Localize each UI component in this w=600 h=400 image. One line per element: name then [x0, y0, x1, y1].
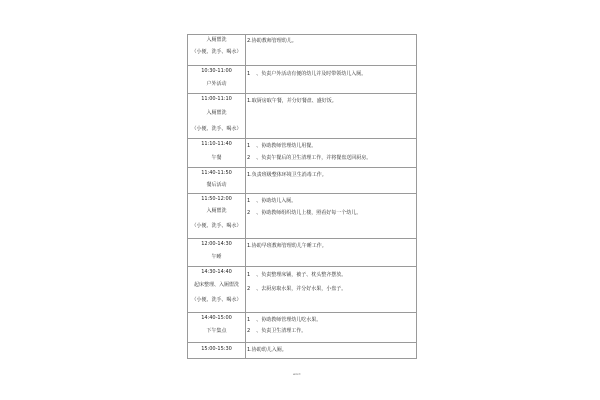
duty-number: 2 — [247, 210, 251, 216]
duty-text: 协助幼儿入厕。 — [251, 347, 287, 353]
table-row — [188, 313, 417, 343]
activity-name: 午睡 — [211, 254, 222, 260]
duty-cell — [246, 313, 417, 343]
duty-cell — [246, 35, 417, 66]
duty-text: 协助教师管理幼儿。 — [251, 38, 297, 44]
duty-text: 、负责卫生清理工作。 — [256, 328, 307, 334]
duty-item — [246, 210, 416, 216]
duty-text: 、负责户外活动有便的幼儿并及时带领幼儿入厕。 — [256, 71, 367, 77]
duty-number: 1 — [247, 143, 251, 149]
duty-cell — [246, 194, 417, 239]
table-row — [188, 267, 417, 313]
duty-number: 1. — [247, 243, 252, 249]
time-cell — [188, 35, 246, 66]
time-cell — [188, 168, 246, 194]
duty-text: 取厨房取午餐，并分好餐盘、盛好饭。 — [251, 98, 337, 104]
time-cell — [188, 94, 246, 139]
time-text: 14:40-15:00 — [201, 315, 232, 321]
activity-name: 入厕盥洗 — [206, 110, 227, 116]
duty-item — [246, 317, 416, 323]
duty-cell — [246, 267, 417, 313]
duty-item — [246, 347, 416, 353]
time-cell — [188, 267, 246, 313]
activity-name: 起床整理、入厕盥洗 — [193, 282, 239, 288]
table-row — [188, 139, 417, 168]
time-text: 15:00-15:30 — [201, 346, 232, 352]
table-row — [188, 94, 417, 139]
time-text: 12:00-14:30 — [201, 241, 232, 247]
time-text: 11:00-11:10 — [201, 96, 232, 102]
duty-item — [246, 198, 416, 204]
time-cell — [188, 313, 246, 343]
time-cell — [188, 194, 246, 239]
activity-note: （小便、洗手、喝水） — [191, 49, 242, 55]
duty-text: 、负责午餐后的卫生清理工作，并将餐盘送回厨房。 — [256, 155, 372, 161]
duty-text: 、协助教师组织幼儿上楼，照看好每一个幼儿。 — [256, 210, 362, 216]
activity-name: 午餐 — [211, 155, 222, 161]
duty-number: 1 — [247, 198, 251, 204]
activity-name: 入厕盥洗 — [206, 37, 227, 43]
table-row — [188, 194, 417, 239]
activity-name: 户外活动 — [206, 81, 227, 87]
activity-note: （小便、洗手、喝水） — [191, 223, 242, 229]
duty-number: 2. — [247, 38, 252, 44]
schedule-table — [187, 34, 417, 359]
time-cell — [188, 66, 246, 94]
time-cell — [188, 239, 246, 267]
duty-number: 2 — [247, 328, 251, 334]
time-text: 11:10-11:40 — [201, 141, 232, 147]
time-text: 14:30-14:40 — [201, 269, 232, 275]
duty-text: 、协助教师管理幼儿用餐。 — [256, 143, 317, 149]
duty-number: 1. — [247, 98, 252, 104]
table-row — [188, 168, 417, 194]
duty-cell — [246, 343, 417, 359]
duty-number: 1. — [247, 172, 252, 178]
duty-cell — [246, 239, 417, 267]
duty-number: 1. — [247, 347, 252, 353]
duty-item — [246, 143, 416, 149]
table-row — [188, 239, 417, 267]
duty-item — [246, 38, 416, 44]
activity-name: 餐后活动 — [206, 182, 227, 188]
activity-note: （小便、洗手、喝水） — [191, 297, 242, 303]
duty-item — [246, 243, 416, 249]
duty-item — [246, 328, 416, 334]
duty-number: 1 — [247, 272, 251, 278]
table-row — [188, 35, 417, 66]
duty-item — [246, 272, 416, 278]
activity-name: 入厕盥洗 — [206, 208, 227, 214]
duty-item — [246, 98, 416, 104]
duty-item — [246, 71, 416, 77]
duty-number: 2 — [247, 155, 251, 161]
duty-text: 、协助幼儿入厕。 — [256, 198, 297, 204]
duty-item — [246, 286, 416, 292]
duty-item — [246, 172, 416, 178]
time-text: 11:50-12:00 — [201, 196, 232, 202]
duty-text: 、负责整理床铺，被子、枕头整齐摆放。 — [256, 272, 347, 278]
table-row — [188, 343, 417, 359]
duty-number: 1 — [247, 317, 251, 323]
time-text: 10:30-11:00 — [201, 68, 232, 74]
time-text: 11:40-11:50 — [201, 170, 232, 176]
duty-cell — [246, 168, 417, 194]
duty-text: 负责班级整体环境卫生消毒工作。 — [251, 172, 327, 178]
activity-name: 下午集点 — [206, 328, 227, 334]
duty-item — [246, 155, 416, 161]
duty-text: 、去厨房取水果，并分好水果，小盘子。 — [256, 286, 347, 292]
duty-text: 、协助教师管理幼儿吃水果。 — [256, 317, 322, 323]
duty-number: 1 — [247, 71, 251, 77]
duty-cell — [246, 94, 417, 139]
activity-note: （小便、洗手、喝水） — [191, 126, 242, 132]
time-cell — [188, 343, 246, 359]
duty-cell — [246, 139, 417, 168]
duty-cell — [246, 66, 417, 94]
duty-text: 协助早班教师管理幼儿午睡工作。 — [251, 243, 327, 249]
table-row — [188, 66, 417, 94]
time-cell — [188, 139, 246, 168]
footer-watermark: word — [293, 372, 301, 376]
duty-number: 2 — [247, 286, 251, 292]
